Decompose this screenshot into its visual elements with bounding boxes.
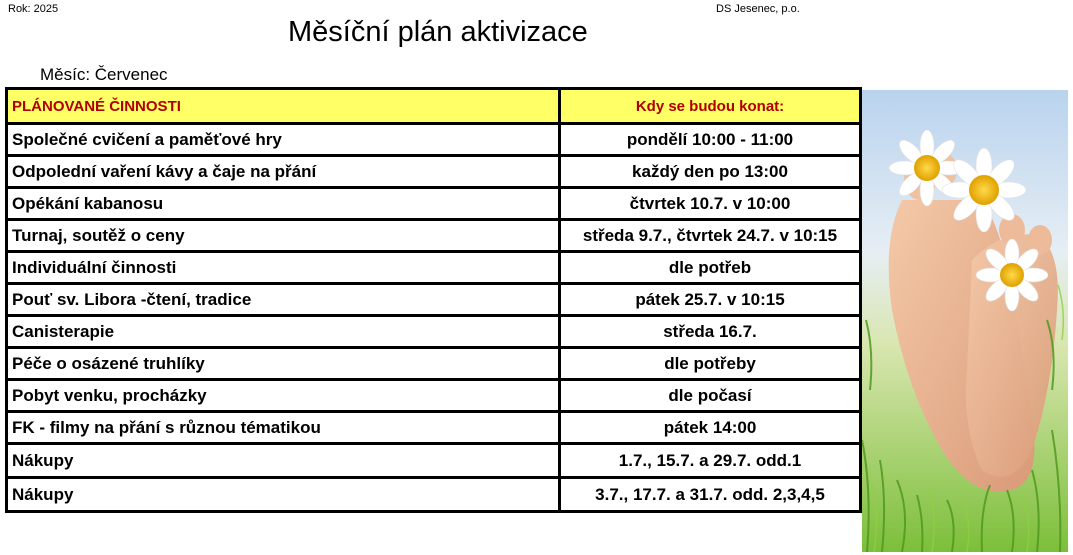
schedule-cell: dle potřeby	[560, 348, 861, 380]
schedule-cell: dle počasí	[560, 380, 861, 412]
table-row	[7, 412, 861, 444]
schedule-cell: pátek 14:00	[560, 412, 861, 444]
column-header-activity: PLÁNOVANÉ ČINNOSTI	[7, 89, 560, 124]
schedule-cell: každý den po 13:00	[560, 156, 861, 188]
column-header-when: Kdy se budou konat:	[560, 89, 861, 124]
activity-cell: Společné cvičení a paměťové hry	[7, 124, 560, 156]
year-label: Rok: 2025	[8, 3, 59, 15]
activity-cell: Canisterapie	[7, 316, 560, 348]
schedule-cell: 3.7., 17.7. a 31.7. odd. 2,3,4,5	[560, 478, 861, 512]
page-title: Měsíční plán aktivizace	[288, 16, 588, 48]
table-row	[7, 156, 861, 188]
table-row	[7, 124, 861, 156]
activity-cell: Nákupy	[7, 444, 560, 478]
table-row	[7, 252, 861, 284]
daisy-feet-photo	[862, 90, 1068, 552]
schedule-cell: 1.7., 15.7. a 29.7. odd.1	[560, 444, 861, 478]
activity-cell: Opékání kabanosu	[7, 188, 560, 220]
schedule-cell: středa 16.7.	[560, 316, 861, 348]
activity-cell: Nákupy	[7, 478, 560, 512]
table-row	[7, 284, 861, 316]
month-label: Měsíc: Červenec	[40, 65, 168, 84]
schedule-cell: dle potřeb	[560, 252, 861, 284]
table-row	[7, 444, 861, 478]
activity-cell: Pobyt venku, procházky	[7, 380, 560, 412]
schedule-cell: středa 9.7., čtvrtek 24.7. v 10:15	[560, 220, 861, 252]
schedule-cell: pátek 25.7. v 10:15	[560, 284, 861, 316]
schedule-cell: pondělí 10:00 - 11:00	[560, 124, 861, 156]
table-header-row	[7, 89, 861, 124]
table-row	[7, 188, 861, 220]
activity-cell: FK - filmy na přání s různou tématikou	[7, 412, 560, 444]
schedule-cell: čtvrtek 10.7. v 10:00	[560, 188, 861, 220]
table-row	[7, 316, 861, 348]
table-row	[7, 380, 861, 412]
table-row	[7, 478, 861, 512]
organization-label: DS Jesenec, p.o.	[716, 3, 800, 15]
daisy-feet-illustration	[862, 90, 1068, 552]
activity-cell: Individuální činnosti	[7, 252, 560, 284]
activity-plan-table	[5, 87, 862, 513]
activity-cell: Péče o osázené truhlíky	[7, 348, 560, 380]
activity-cell: Pouť sv. Libora -čtení, tradice	[7, 284, 560, 316]
activity-cell: Turnaj, soutěž o ceny	[7, 220, 560, 252]
table-row	[7, 220, 861, 252]
table-row	[7, 348, 861, 380]
activity-cell: Odpolední vaření kávy a čaje na přání	[7, 156, 560, 188]
